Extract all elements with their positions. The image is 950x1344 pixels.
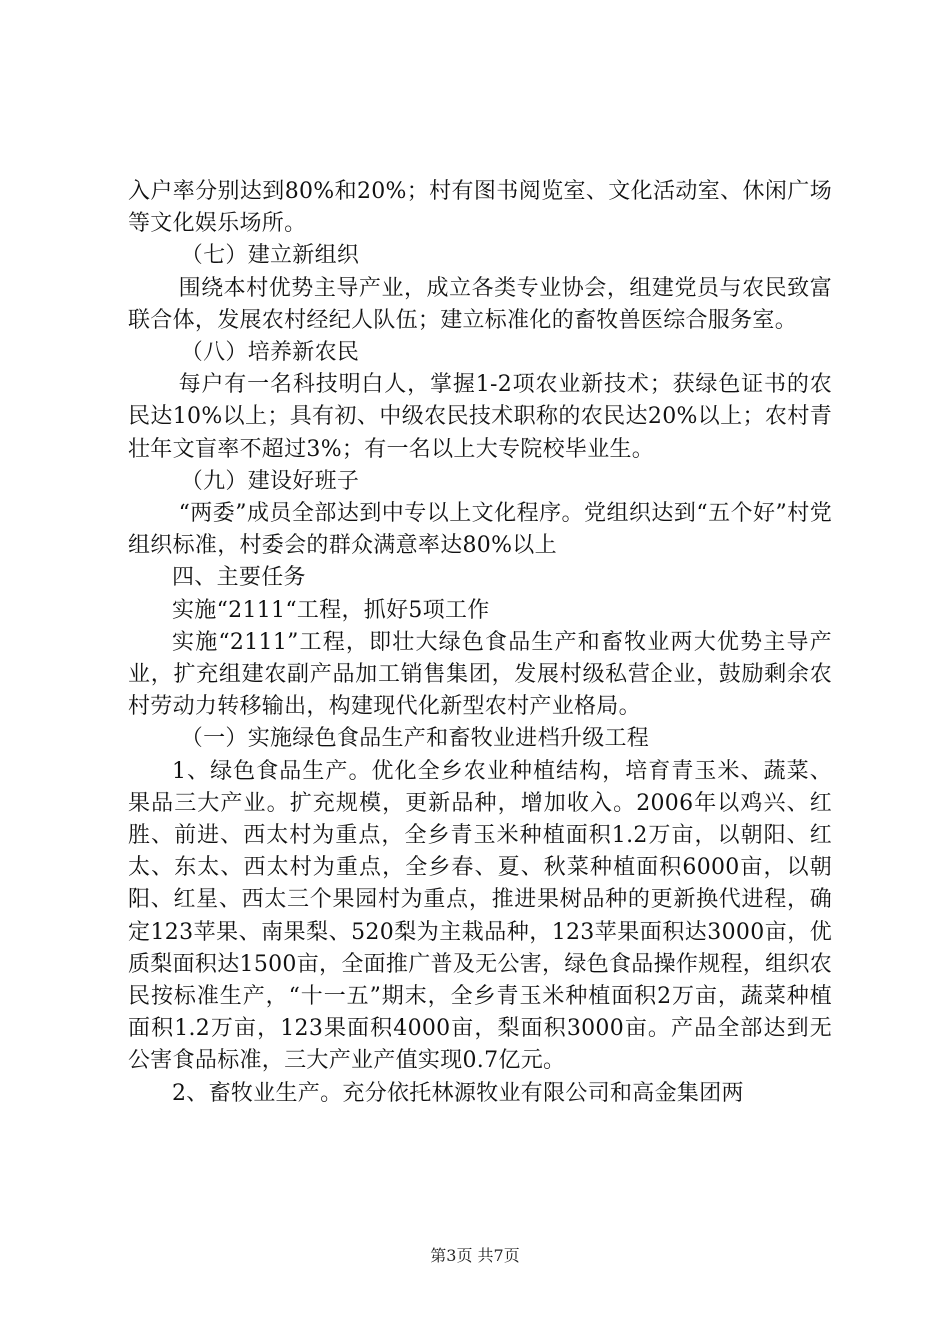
paragraph-new-farmers: 每户有一名科技明白人，掌握1-2项农业新技术；获绿色证书的农民达10%以上；具有初、中级农民技术职称的农民达20%以上；农村青壮年文盲率不超过3%；有一名以上大专院校毕业生。 [128,372,832,462]
document-body [128,176,832,1110]
heading-new-farmers: （八）培养新农民 [180,340,360,366]
heading-main-tasks: 四、主要任务 [172,565,306,591]
paragraph-2111-project: 实施“2111”工程，即壮大绿色食品生产和畜牧业两大优势主导产业，扩充组建农副产品加工销售集团，发展村级私营企业，鼓励剩余农村劳动力转移输出，构建现代化新型农村产业格局。 [128,629,832,720]
paragraph-good-team: “两委”成员全部达到中专以上文化程序。党组织达到“五个好”村党组织标准，村委会的群众满意率达80%以上 [128,501,832,559]
paragraph-animal-husbandry: 2、畜牧业生产。充分依托林源牧业有限公司和高金集团两 [172,1080,744,1106]
heading-green-food-upgrade: （一）实施绿色食品生产和畜牧业进档升级工程 [180,726,650,752]
page-footer: 第3页 共7页 [430,1246,520,1265]
paragraph-new-organization: 围绕本村优势主导产业，成立各类专业协会，组建党员与农民致富联合体，发展农村经纪人队伍；建立标准化的畜牧兽医综合服务室。 [128,275,832,333]
paragraph-green-food: 1、绿色食品生产。优化全乡农业种植结构，培育青玉米、蔬菜、果品三大产业。扩充规模，更新品种，增加收入。2006年以鸡兴、红胜、前进、西太村为重点，全乡青玉米种植面积1.2万亩，以朝阳、红太、东太、西太村为重点，全乡春、夏、秋菜种植面积6000亩，以朝阳、红星、西太三个果园村为重点，推进果树品种的更新换代进程，确定123苹果、南果梨、520梨为主栽品种，123苹果面积达3000亩，优质梨面积达1500亩，全面推广普及无公害，绿色食品操作规程，组织农民按标准生产，“十一五”期末，全乡青玉米种植面积2万亩，蔬菜种植面积1.2万亩，123果面积4000亩，梨面积3000亩。产品全部达到无公害食品标准，三大产业产值实现0.7亿元。 [128,758,832,1074]
heading-new-organization: （七）建立新组织 [180,243,360,269]
paragraph-culture-facilities: 入户率分别达到80%和20%；村有图书阅览室、文化活动室、休闲广场等文化娱乐场所。 [128,179,832,237]
heading-good-team: （九）建设好班子 [180,468,360,494]
heading-2111-project: 实施“2111“工程，抓好5项工作 [172,597,490,623]
